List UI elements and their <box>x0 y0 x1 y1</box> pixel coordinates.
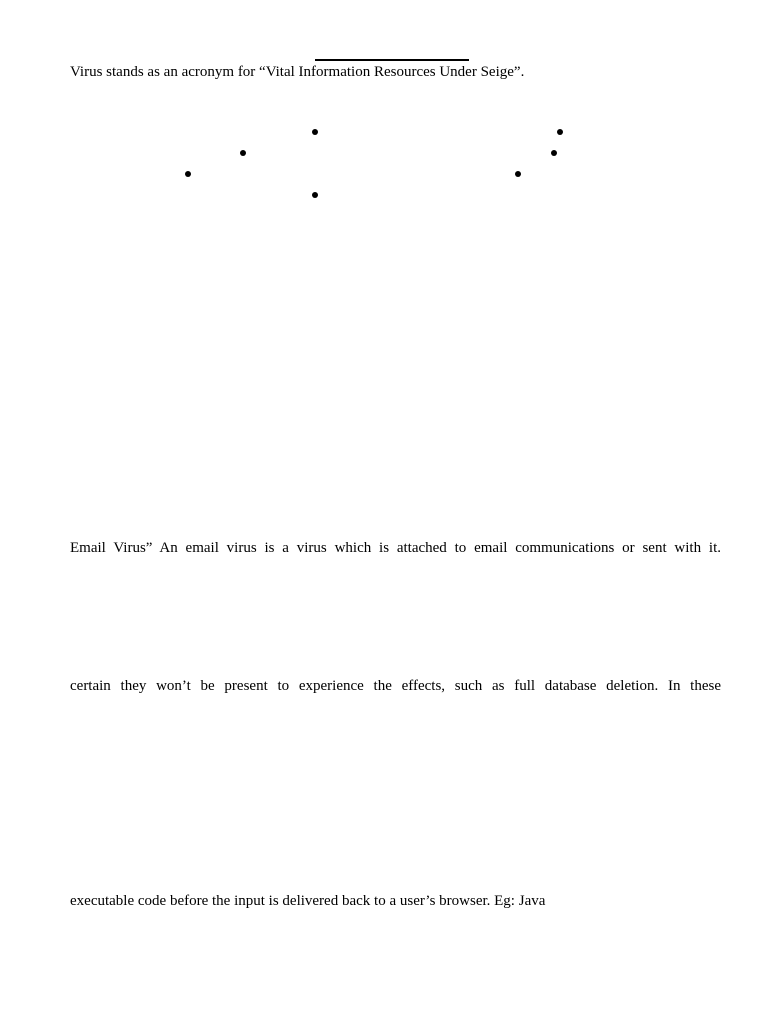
text-line-executable-code: executable code before the input is delivered back to a user’s browser. Eg: Java <box>70 893 546 909</box>
title-underline <box>315 59 469 61</box>
bullet-point <box>240 150 246 156</box>
text-line-database-deletion: certain they won’t be present to experience the effects, such as full database deletion. In these <box>70 678 721 694</box>
text-line-email-virus: Email Virus” An email virus is a virus which is attached to email communications or sent with it. <box>70 540 721 556</box>
bullet-point <box>551 150 557 156</box>
bullet-point <box>557 129 563 135</box>
bullet-point <box>312 192 318 198</box>
bullet-point <box>312 129 318 135</box>
bullet-point <box>185 171 191 177</box>
text-line-acronym: Virus stands as an acronym for “Vital Information Resources Under Seige”. <box>70 64 525 80</box>
bullet-point <box>515 171 521 177</box>
